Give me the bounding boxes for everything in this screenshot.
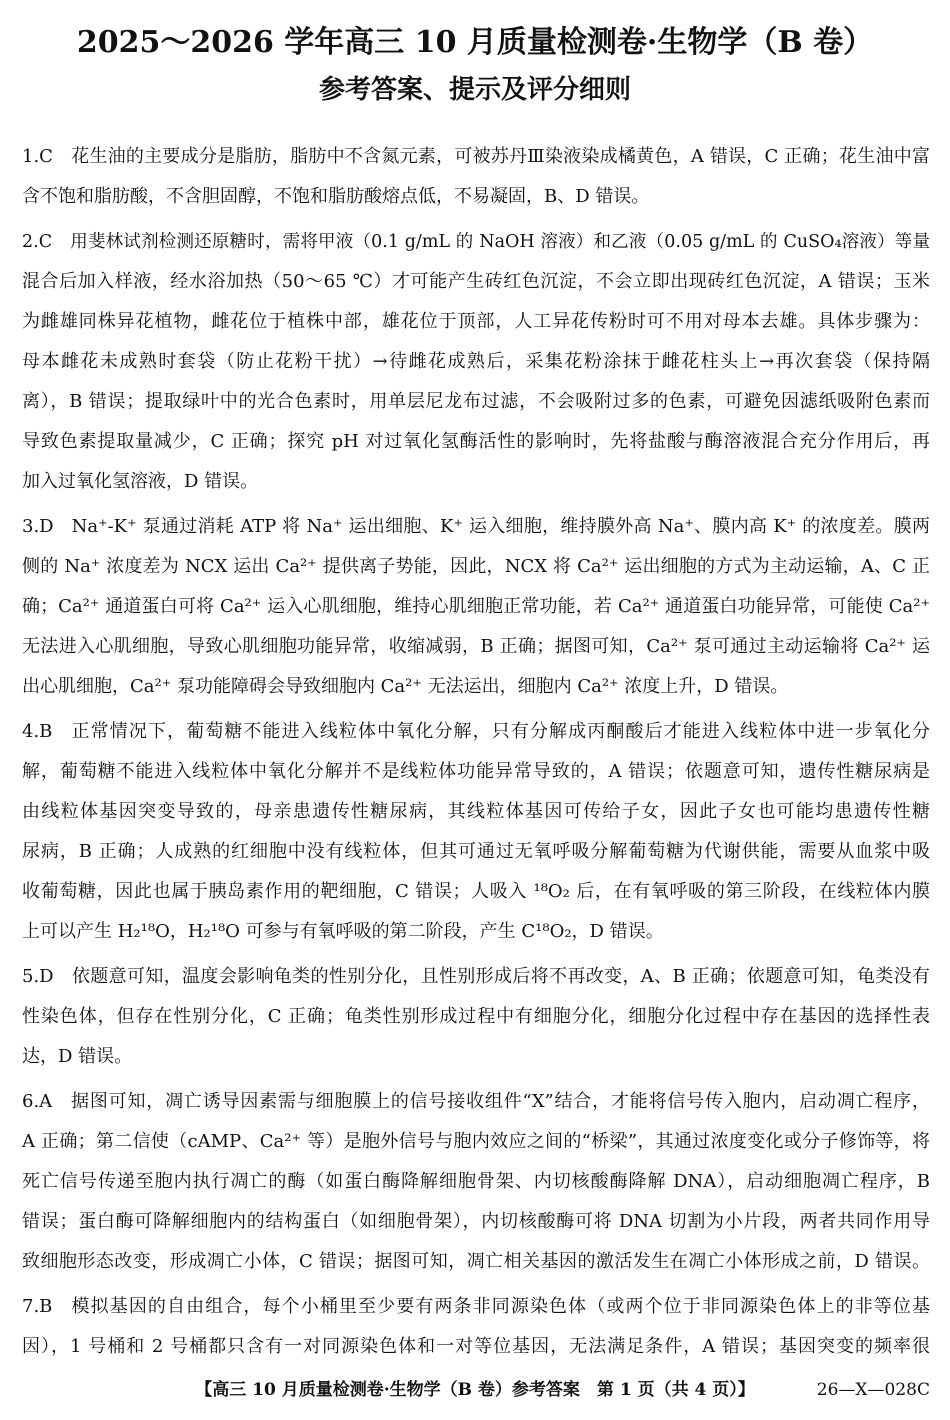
answer-line: 为雌雄同株异花植物，雌花位于植株中部，雄花位于顶部，人工异花传粉时可不用对母本去雄。具体步骤为： <box>22 311 930 332</box>
answer-line: 离），B 错误；提取绿叶中的光合色素时，用单层尼龙布过滤，不会吸附过多的色素，可避免因滤纸吸附色素而 <box>22 391 930 412</box>
answer-text: 依题意可知，温度会影响龟类的性别分化，且性别形成后将不再改变，A、B 正确；依题意可知，龟类没有 <box>71 966 930 987</box>
answer-text: 用斐林试剂检测还原糖时，需将甲液（0.1 g/mL 的 NaOH 溶液）和乙液（0.05 g/mL 的 CuSO₄溶液）等量 <box>70 232 930 252</box>
answer-text: 据图可知，凋亡诱导因素需与细胞膜上的信号接收组件“X”结合，才能将信号传入胞内，启动凋亡程序， <box>70 1091 930 1112</box>
footer-code: 26—X—028C <box>816 1380 930 1400</box>
answer-label: 7.B <box>22 1296 53 1317</box>
answer-line: 达，D 错误。 <box>22 1046 133 1067</box>
answer-label: 3.D <box>22 516 54 537</box>
answer-line: 确；Ca²⁺ 通道蛋白可将 Ca²⁺ 运入心肌细胞，维持心肌细胞正常功能，若 Ca²⁺ 通道蛋白功能异常，可能使 Ca²⁺ <box>22 596 930 617</box>
answer-line: 由线粒体基因突变导致的，母亲患遗传性糖尿病，其线粒体基因可传给子女，因此子女也可能均患遗传性糖 <box>22 801 930 822</box>
answer-line: 错误；蛋白酶可降解细胞内的结构蛋白（如细胞骨架），内切核酸酶可将 DNA 切割为小片段，两者共同作用导 <box>22 1211 930 1232</box>
answer-item-3 <box>22 507 930 707</box>
answer-line: A 正确；第二信使（cAMP、Ca²⁺ 等）是胞外信号与胞内效应之间的“桥梁”，其通过浓度变化或分子修饰等，将 <box>22 1131 930 1152</box>
answer-line: 无法进入心肌细胞，导致心肌细胞功能异常，收缩减弱，B 正确；据图可知，Ca²⁺ 泵可通过主动运输将 Ca²⁺ 运 <box>22 636 930 657</box>
answer-item-4 <box>22 712 930 952</box>
answer-line <box>22 712 930 752</box>
answer-line: 加入过氧化氢溶液，D 错误。 <box>22 471 259 492</box>
answer-item-1 <box>22 137 930 217</box>
answer-item-2 <box>22 222 930 502</box>
answer-label: 5.D <box>22 966 54 987</box>
answer-line: 死亡信号传递至胞内执行凋亡的酶（如蛋白酶降解细胞骨架、内切核酸酶降解 DNA），启动细胞凋亡程序，B <box>22 1171 930 1192</box>
answer-line: 出心肌细胞，Ca²⁺ 泵功能障碍会导致细胞内 Ca²⁺ 无法运出，细胞内 Ca²⁺ 浓度上升，D 错误。 <box>22 676 789 697</box>
answer-line <box>22 507 930 547</box>
answer-item-7 <box>22 1287 930 1367</box>
answer-text: 花生油的主要成分是脂肪，脂肪中不含氮元素，可被苏丹Ⅲ染液染成橘黄色，A 错误，C 正确；花生油中富 <box>70 146 930 167</box>
answer-line <box>22 137 930 177</box>
answer-line: 尿病，B 正确；人成熟的红细胞中没有线粒体，但其可通过无氧呼吸分解葡萄糖为代谢供能，需要从血浆中吸 <box>22 841 930 862</box>
page-title: 2025～2026 学年高三 10 月质量检测卷·生物学（B 卷） <box>76 25 874 60</box>
page-subtitle: 参考答案、提示及评分细则 <box>318 75 631 105</box>
answer-text: 正常情况下，葡萄糖不能进入线粒体中氧化分解，只有分解成丙酮酸后才能进入线粒体中进一步氧化分 <box>70 721 930 742</box>
answer-item-6 <box>22 1082 930 1282</box>
answer-line: 母本雌花未成熟时套袋（防止花粉干扰）→待雌花成熟后，采集花粉涂抹于雌花柱头上→再次套袋（保持隔 <box>22 351 930 372</box>
answer-line <box>22 1082 930 1122</box>
answer-label: 4.B <box>22 721 53 742</box>
answer-line: 混合后加入样液，经水浴加热（50～65 ℃）才可能产生砖红色沉淀，不会立即出现砖红色沉淀，A 错误；玉米 <box>22 271 930 292</box>
answer-line <box>22 1287 930 1327</box>
answer-line: 因），1 号桶和 2 号桶都只含有一对同源染色体和一对等位基因，无法满足条件，A 错误；基因突变的频率很 <box>22 1336 930 1357</box>
page-footer <box>0 1376 950 1404</box>
answer-line: 含不饱和脂肪酸，不含胆固醇，不饱和脂肪酸熔点低，不易凝固，B、D 错误。 <box>22 186 650 207</box>
answer-text: 模拟基因的自由组合，每个小桶里至少要有两条非同源染色体（或两个位于非同源染色体上的非等位基 <box>70 1296 930 1317</box>
answer-label: 1.C <box>22 146 53 167</box>
answer-label: 6.A <box>22 1091 53 1112</box>
answer-line: 收葡萄糖，因此也属于胰岛素作用的靶细胞，C 错误；人吸入 ¹⁸O₂ 后，在有氧呼吸的第三阶段，在线粒体内膜 <box>22 881 930 902</box>
answer-list <box>22 137 930 1372</box>
answer-line: 上可以产生 H₂¹⁸O，H₂¹⁸O 可参与有氧呼吸的第二阶段，产生 C¹⁸O₂，D 错误。 <box>22 921 664 942</box>
answer-label: 2.C <box>22 232 53 252</box>
answer-line: 致细胞形态改变，形成凋亡小体，C 错误；据图可知，凋亡相关基因的激活发生在凋亡小体形成之前，D 错误。 <box>22 1251 930 1272</box>
answer-line <box>22 957 930 997</box>
answer-line: 导致色素提取量减少，C 正确；探究 pH 对过氧化氢酶活性的影响时，先将盐酸与酶溶液混合充分作用后，再 <box>22 431 930 452</box>
footer-title: 【高三 10 月质量检测卷·生物学（B 卷）参考答案 第 1 页（共 4 页）】 <box>195 1380 755 1400</box>
answer-line: 解，葡萄糖不能进入线粒体中氧化分解并不是线粒体功能异常导致的，A 错误；依题意可知，遗传性糖尿病是 <box>22 761 930 782</box>
answer-line <box>22 222 930 262</box>
answer-line: 性染色体，但存在性别分化，C 正确；龟类性别形成过程中有细胞分化，细胞分化过程中存在基因的选择性表 <box>22 1006 930 1027</box>
answer-text: Na⁺-K⁺ 泵通过消耗 ATP 将 Na⁺ 运出细胞、K⁺ 运入细胞，维持膜外高 Na⁺、膜内高 K⁺ 的浓度差。膜两 <box>71 516 930 537</box>
answer-line: 侧的 Na⁺ 浓度差为 NCX 运出 Ca²⁺ 提供离子势能，因此，NCX 将 Ca²⁺ 运出细胞的方式为主动运输，A、C 正 <box>22 556 930 577</box>
answer-item-5 <box>22 957 930 1077</box>
